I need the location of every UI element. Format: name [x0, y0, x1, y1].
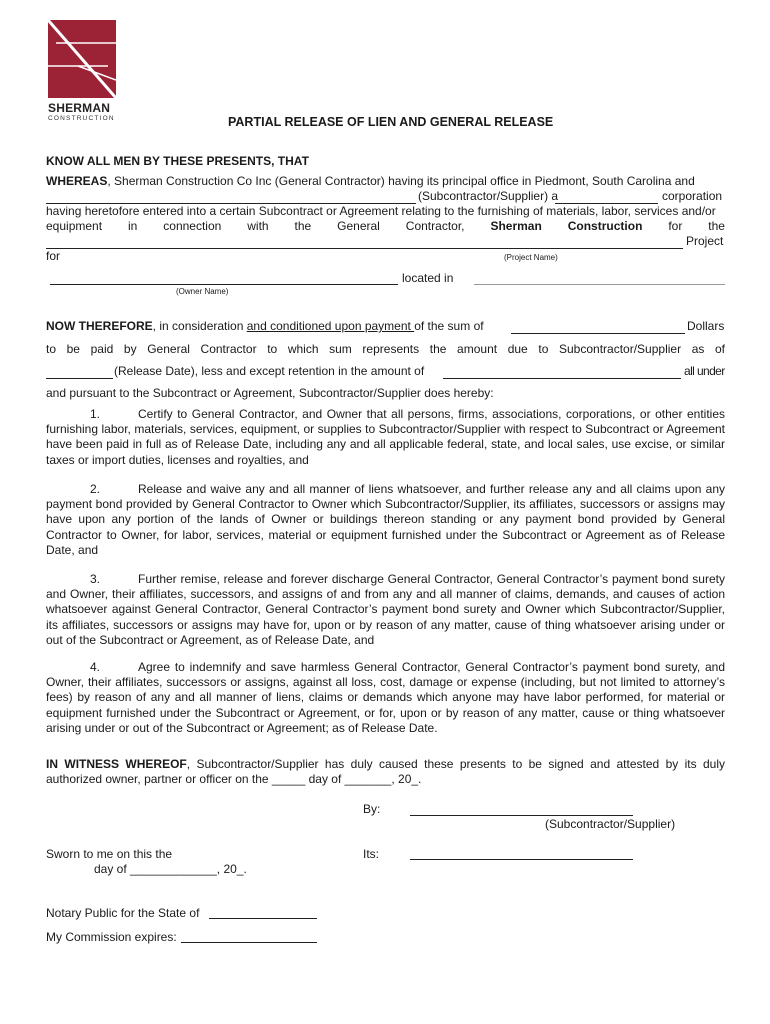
notary-state-label: Notary Public for the State of [46, 906, 200, 920]
word: Contractor, [405, 219, 465, 233]
its-label: Its: [363, 847, 380, 861]
clause-number: 2. [90, 482, 101, 496]
now-therefore-line-2: to be paid by General Contractor to which sum represents the amount due to Subcontractor/Supplier as of [46, 342, 725, 356]
clause-3 [46, 572, 725, 648]
clause-number: 3. [90, 572, 101, 586]
word: equipment [46, 219, 103, 233]
witness-line-1 [46, 757, 725, 771]
located-in-label: located in [402, 271, 454, 285]
witness-text: , Subcontractor/Supplier has duly caused these presents to be signed and attested by its duly [186, 757, 726, 771]
sum-amount-line[interactable] [511, 333, 685, 334]
word-bold: Construction [567, 219, 643, 233]
sworn-line-2: day of _____________, 20_. [94, 862, 247, 876]
project-label: Project [686, 234, 724, 248]
notary-state-line[interactable] [209, 918, 317, 919]
release-date-text: (Release Date), less and except retention in the amount of [114, 364, 425, 378]
now-therefore-text: , in consideration [152, 319, 247, 333]
subcontractor-caption: (Subcontractor/Supplier) a [418, 189, 559, 203]
owner-name-line[interactable] [50, 284, 398, 285]
now-therefore-text-b: of the sum of [414, 319, 484, 333]
word: the [294, 219, 312, 233]
word: with [247, 219, 269, 233]
clause-1 [46, 407, 725, 468]
clause-text: Release and waive any and all manner of liens whatsoever, and further release any and all claims upon any payment bond provided by General Contractor to Owner which Subcontractor/Supplier, its affiliates, successors or assigns may have upon any portion of the lands of Owner or buildings thereon standing or any payment bond provided by General Contractor to Owner, for labor, services, material or equipment furnished under the Subcontract or Agreement as of Release Date, and [46, 482, 725, 557]
signature-line[interactable] [410, 815, 633, 816]
by-label: By: [363, 802, 381, 816]
for-label: for [46, 249, 61, 263]
now-therefore-label: NOW THEREFORE [46, 319, 153, 333]
subcontractor-supplier-caption: (Subcontractor/Supplier) [545, 817, 676, 831]
company-logo-name: SHERMAN [48, 101, 111, 115]
now-therefore-line-4: and pursuant to the Subcontract or Agreement, Subcontractor/Supplier does hereby: [46, 386, 494, 400]
location-line[interactable] [474, 284, 725, 285]
sworn-line-1: Sworn to me on this the [46, 847, 173, 861]
project-line[interactable] [46, 248, 683, 249]
clause-4 [46, 660, 725, 736]
know-all-men-heading: KNOW ALL MEN BY THESE PRESENTS, THAT [46, 154, 309, 168]
clause-text: Agree to indemnify and save harmless General Contractor, General Contractor’s payment bond surety, and Owner, their affiliates, successors or assigns, against all loss, cost, damage or expense (including, but not limited to attorney’s fees) by reason of any and all manner of liens, claims or demands which anyone may have labor performed, for material or equipment furnished under the Subcontract or Agreement, or for, upon or by reason of any matter, cause or thing whatsoever arising under or out of the Subcontract or Agreement; as of Release Date. [46, 660, 725, 735]
now-therefore-line-1 [46, 319, 484, 333]
release-date-line[interactable] [46, 378, 113, 379]
retention-amount-line[interactable] [443, 378, 681, 379]
word-bold: Sherman [490, 219, 542, 233]
now-therefore-underlined: and conditioned upon payment [246, 319, 415, 333]
whereas-line-1-text: , Sherman Construction Co Inc (General Contractor) having its principal office in Piedmont, South Carolina and [107, 174, 695, 188]
whereas-line-3: having heretofore entered into a certain Subcontract or Agreement relating to the furnishing of materials, labor, services and/or [46, 204, 716, 218]
project-name-caption: (Project Name) [504, 253, 558, 262]
word: the [708, 219, 725, 233]
all-under-label: all under [684, 364, 725, 378]
witness-label: IN WITNESS WHEREOF [46, 757, 187, 771]
clause-text: Certify to General Contractor, and Owner that all persons, firms, associations, corporations, or other entities furnishing labor, materials, services, equipment, or supplies to Subcontractor/Supplier with respect to Subcontract or Agreement have been paid in full as of Release Date, including any and all applicable federal, state, and local sales, use excise, or similar taxes or import duties, licenses and royalties, and [46, 407, 725, 467]
word: for [668, 219, 683, 233]
document-title: PARTIAL RELEASE OF LIEN AND GENERAL RELEASE [228, 115, 554, 129]
commission-expires-label: My Commission expires: [46, 930, 177, 944]
clause-2 [46, 482, 725, 558]
title-line[interactable] [410, 859, 633, 860]
corporation-label: corporation [662, 189, 723, 203]
clause-number: 4. [90, 660, 101, 674]
whereas-label: WHEREAS [46, 174, 108, 188]
dollars-label: Dollars [687, 319, 725, 333]
owner-name-caption: (Owner Name) [176, 287, 229, 296]
word: in [127, 219, 138, 233]
company-logo-mark [48, 20, 116, 98]
word: General [337, 219, 380, 233]
clause-text: Further remise, release and forever discharge General Contractor, General Contractor’s payment bond surety and Owner, their affiliates, successors, and assigns of and from any and all manner of claims, demands, and causes of action whatsoever against General Contractor, General Contractor’s payment bond surety and Owner which Subcontractor/Supplier, its affiliates, successors or assigns may have for, upon or by reason of any matter, cause of thing whatsoever arising under or out of the Subcontract or Agreement, as of Release Date, and [46, 572, 725, 647]
whereas-line-4 [46, 219, 725, 233]
clause-number: 1. [90, 407, 101, 421]
company-logo-subtitle: CONSTRUCTION [48, 115, 115, 122]
commission-expires-line[interactable] [181, 942, 317, 943]
word: connection [163, 219, 222, 233]
witness-line-2: authorized owner, partner or officer on the _____ day of _______, 20_. [46, 772, 422, 786]
whereas-line-1 [46, 174, 695, 188]
